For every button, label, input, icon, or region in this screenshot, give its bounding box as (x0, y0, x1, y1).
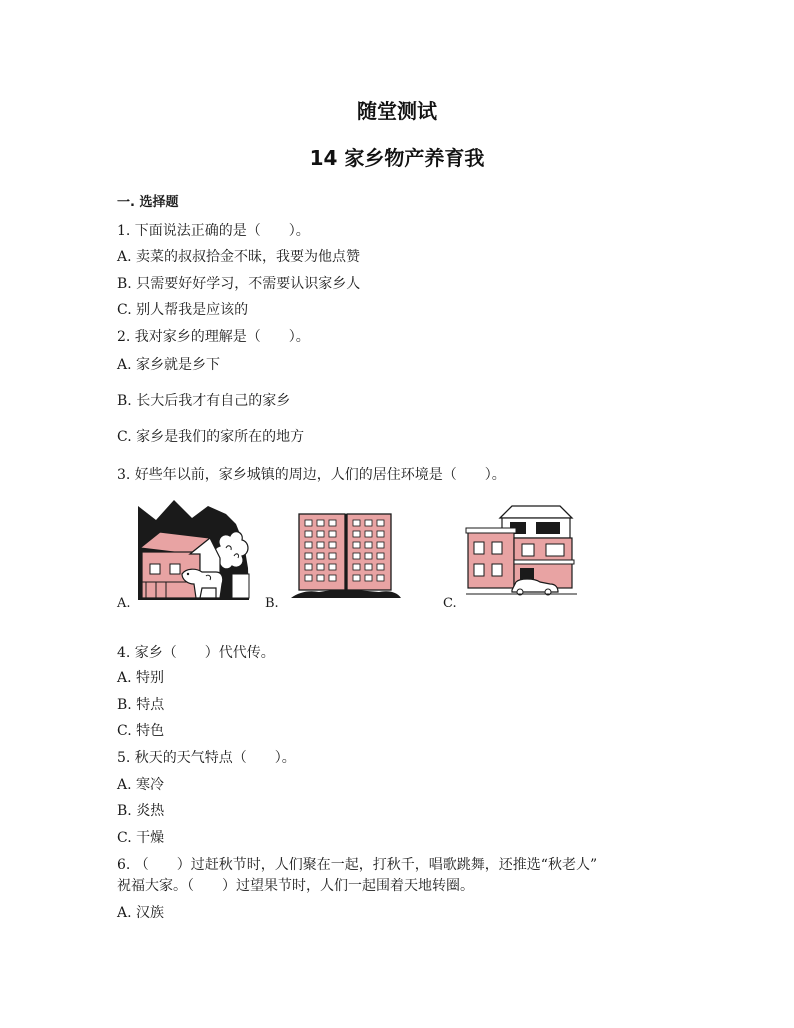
option-1a: A. 卖菜的叔叔拾金不昧，我要为他点赞 (117, 249, 361, 265)
option-3a-label: A. (117, 596, 131, 611)
question-5: 5. 秋天的天气特点（ ）。 (117, 750, 296, 766)
option-3b-image (289, 498, 403, 602)
option-3c-image (464, 498, 579, 602)
option-3a-image (136, 498, 251, 602)
doc-title: 随堂测试 (357, 99, 437, 123)
option-1c: C. 别人帮我是应该的 (117, 302, 249, 318)
option-1b: B. 只需要好好学习，不需要认识家乡人 (117, 276, 361, 292)
option-2c: C. 家乡是我们的家所在的地方 (117, 429, 305, 445)
option-2b: B. 长大后我才有自己的家乡 (117, 393, 291, 409)
option-6a: A. 汉族 (117, 905, 165, 921)
question-6: 6. （ ）过赶秋节时，人们聚在一起，打秋千，唱歌跳舞，还推选“秋老人” (117, 857, 598, 873)
option-4b: B. 特点 (117, 697, 165, 713)
question-2: 2. 我对家乡的理解是（ ）。 (117, 329, 310, 345)
option-4c: C. 特色 (117, 723, 165, 739)
doc-subtitle: 14 家乡物产养育我 (309, 146, 485, 170)
option-3b-label: B. (265, 596, 279, 611)
question-4: 4. 家乡（ ）代代传。 (117, 645, 275, 661)
option-4a: A. 特别 (117, 670, 165, 686)
option-3c-label: C. (443, 596, 457, 611)
question-3: 3. 好些年以前，家乡城镇的周边，人们的居住环境是（ ）。 (117, 467, 506, 483)
option-5a: A. 寒冷 (117, 777, 165, 793)
question-6-cont: 祝福大家。（ ）过望果节时，人们一起围着天地转圈。 (117, 878, 474, 894)
option-5c: C. 干燥 (117, 830, 165, 846)
question-1: 1. 下面说法正确的是（ ）。 (117, 223, 310, 239)
section-heading: 一. 选择题 (117, 195, 179, 210)
option-5b: B. 炎热 (117, 803, 165, 819)
option-2a: A. 家乡就是乡下 (117, 357, 221, 373)
